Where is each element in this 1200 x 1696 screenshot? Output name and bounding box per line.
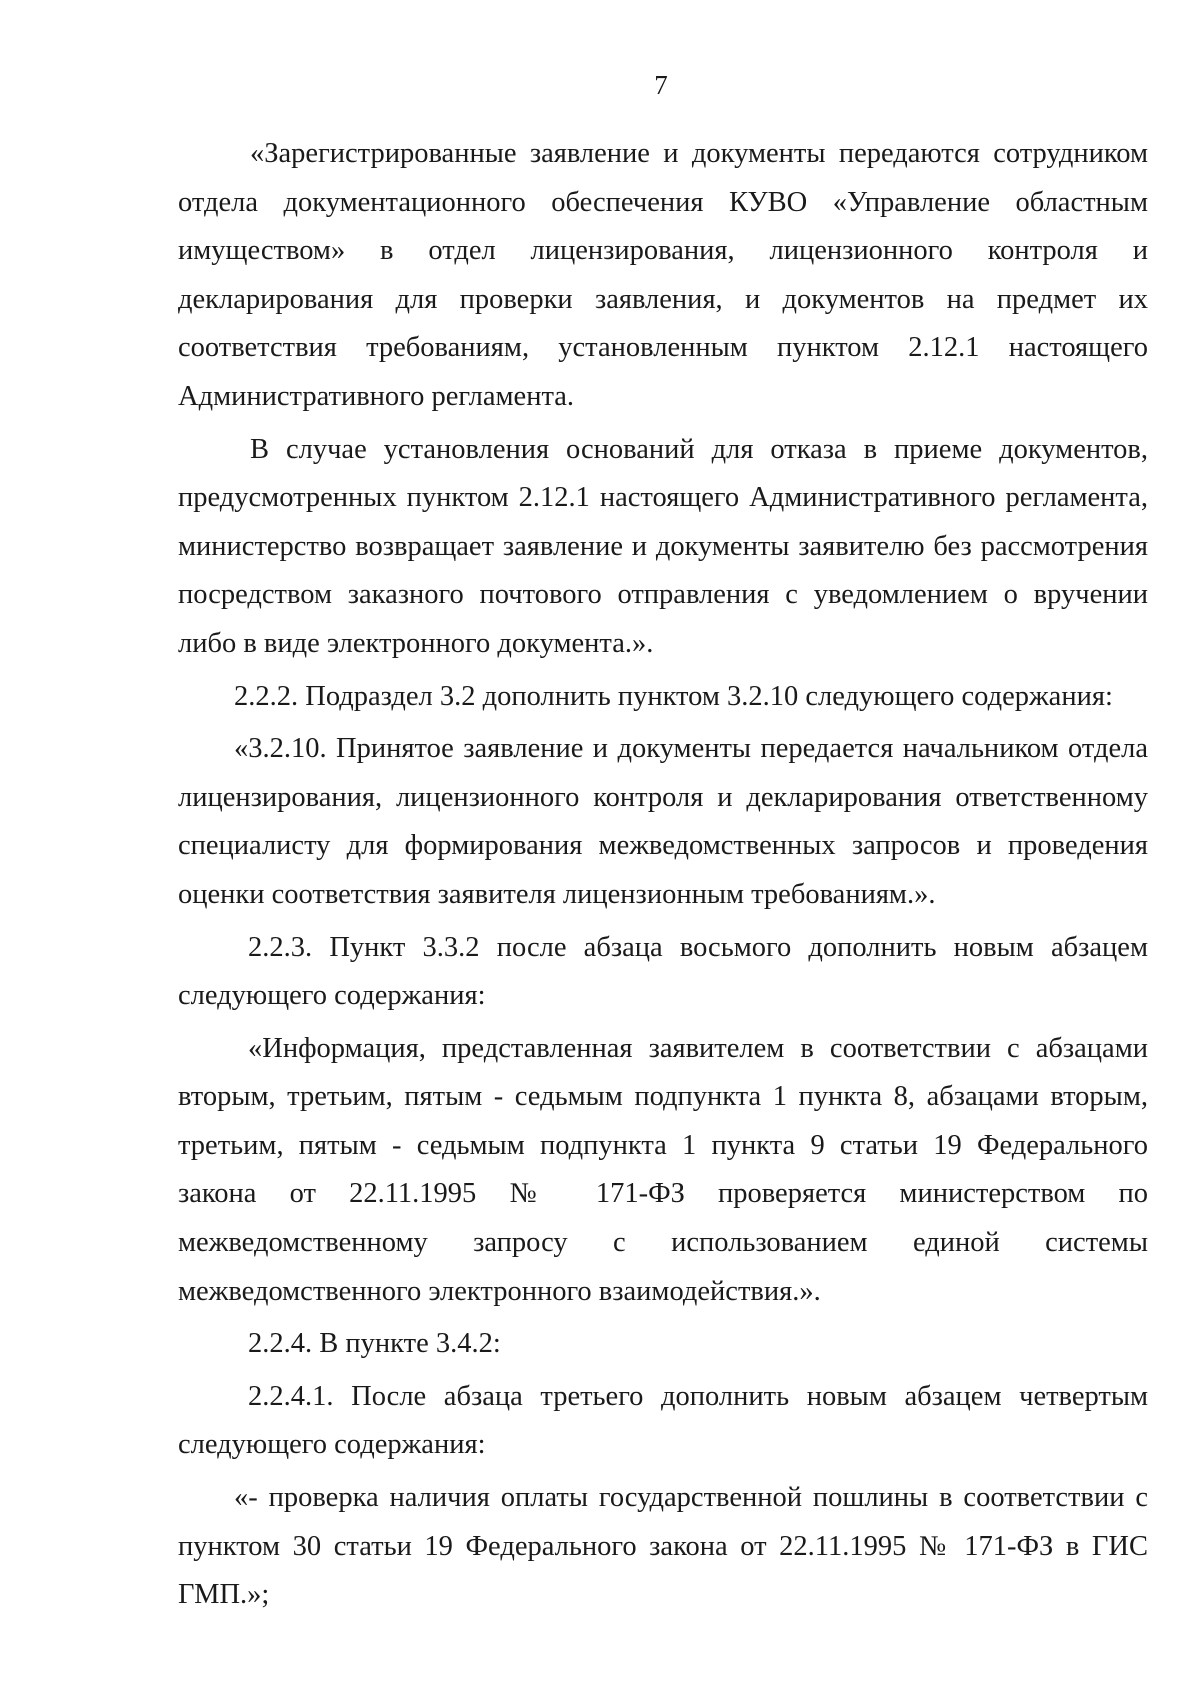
paragraph-2-2-4: 2.2.4. В пункте 3.4.2: bbox=[248, 1328, 501, 1360]
paragraph-information: «Информация, представленная заявителем в соответствии с абзацами вторым, третьим, пятым - седьмым подпункта 1 пункта 8, абзацами вторым, третьим, пятым - седьмым подпункта 1 пункта 9 статьи 19 Федерального закона от 22.11.1995 № 171-ФЗ проверяется министерством по межведомственному запросу с использованием единой системы межведомственного электронного взаимодействия.». bbox=[178, 1032, 1148, 1307]
page-number: 7 bbox=[654, 70, 668, 100]
paragraph-state-duty-check: «- проверка наличия оплаты государственной пошлины в соответствии с пунктом 30 статьи 19 Федерального закона от 22.11.1995 № 171-ФЗ в ГИС ГМП.»; bbox=[178, 1482, 1148, 1611]
paragraph-3-2-10: «3.2.10. Принятое заявление и документы передается начальником отдела лицензирования, лицензионного контроля и декларирования ответственному специалисту для формирования межведомственных запросов и проведения оценки соответствия заявителя лицензионным требованиям.». bbox=[178, 733, 1148, 910]
paragraph-registered-documents: «Зарегистрированные заявление и документы передаются сотрудником отдела документационного обеспечения КУВО «Управление областным имуществом» в отдел лицензирования, лицензионного контроля и декларирования для проверки заявления, и документов на предмет их соответствия требованиям, установленным пунктом 2.12.1 настоящего Административного регламента. bbox=[178, 138, 1148, 412]
paragraph-2-2-4-1: 2.2.4.1. После абзаца третьего дополнить новым абзацем четвертым следующего содержания: bbox=[178, 1380, 1148, 1461]
paragraph-refusal-grounds: В случае установления оснований для отказа в приеме документов, предусмотренных пунктом 2.12.1 настоящего Административного регламента, министерство возвращает заявление и документы заявителю без рассмотрения посредством заказного почтового отправления с уведомлением о вручении либо в виде электронного документа.». bbox=[178, 433, 1148, 659]
paragraph-2-2-3: 2.2.3. Пункт 3.3.2 после абзаца восьмого дополнить новым абзацем следующего содержания: bbox=[178, 931, 1148, 1012]
document-body bbox=[178, 130, 1148, 1624]
paragraph-2-2-2: 2.2.2. Подраздел 3.2 дополнить пунктом 3.2.10 следующего содержания: bbox=[234, 680, 1113, 712]
